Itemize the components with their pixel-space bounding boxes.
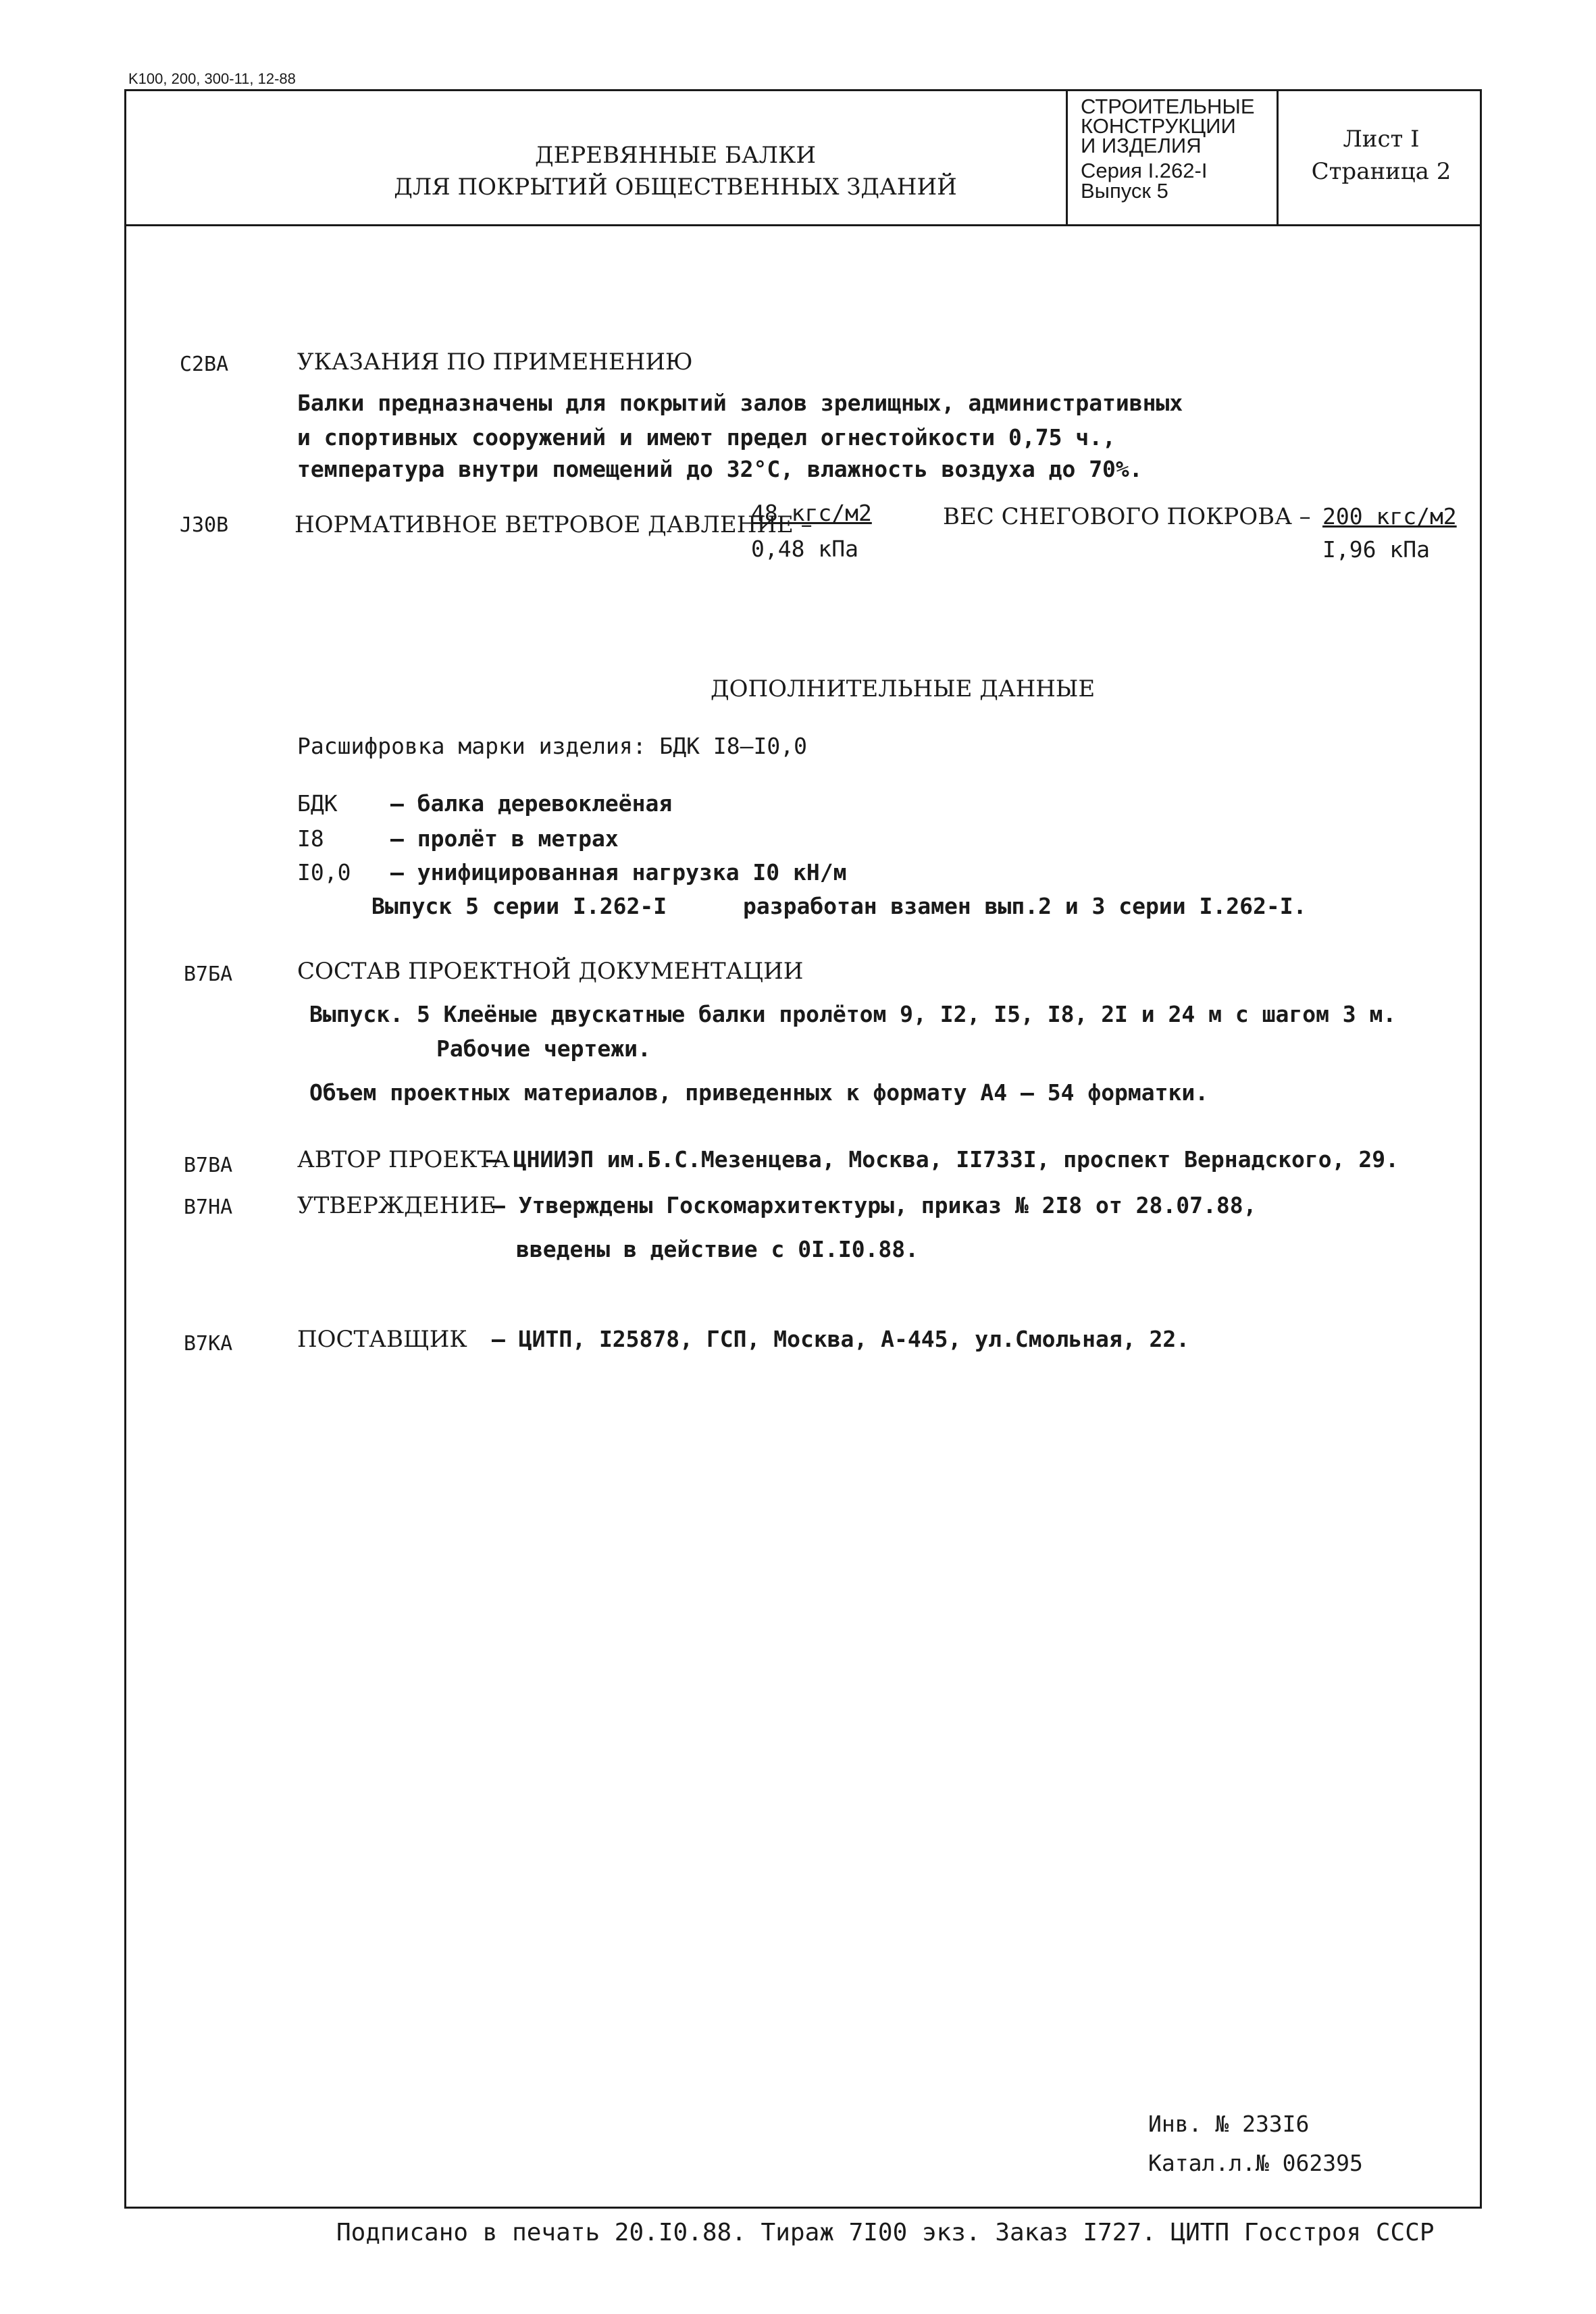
decode-desc-bdk: – балка деревоклеёная (390, 790, 673, 817)
print-info-footer: Подписано в печать 20.I0.88. Тираж 7I00 экз. Заказ I727. ЦИТП Госстроя СССР (336, 2219, 1435, 2246)
decode-key-load: I0,0 (297, 859, 351, 885)
document-code: K100, 200, 300-11, 12-88 (128, 70, 296, 87)
application-line-1: Балки предназначены для покрытий залов зрелищных, административных (297, 390, 1183, 416)
decode-key-span: I8 (297, 825, 324, 852)
code-application: С2ВА (180, 353, 229, 376)
decode-desc-load: – унифицированная нагрузка I0 кН/м (390, 859, 847, 885)
application-line-2: и спортивных сооружений и имеют предел огнестойкости 0,75 ч., (297, 424, 1116, 451)
document-title-line-2: ДЛЯ ПОКРЫТИЙ ОБЩЕСТВЕННЫХ ЗДАНИЙ (394, 174, 957, 201)
page-number: Страница 2 (1311, 158, 1451, 185)
series-block-line-3: И ИЗДЕЛИЯ (1081, 134, 1202, 157)
wind-pressure-label: НОРМАТИВНОЕ ВЕТРОВОЕ ДАВЛЕНИЕ – (294, 511, 813, 538)
composition-line-1: Выпуск. 5 Клеёные двускатные балки пролётом 9, I2, I5, I8, 2I и 24 м с шагом 3 м. (309, 1001, 1397, 1027)
series-block-line-5: Выпуск 5 (1081, 179, 1168, 203)
catalog-number: Катал.л.№ 062395 (1148, 2150, 1363, 2176)
approval-label: УТВЕРЖДЕНИЕ (297, 1192, 496, 1219)
header-column-divider-1 (1066, 89, 1068, 224)
supplier-text: – ЦИТП, I25878, ГСП, Москва, А-445, ул.Смольная, 22. (492, 1326, 1190, 1352)
composition-line-2: Рабочие чертежи. (436, 1035, 651, 1062)
code-supplier: В7КА (184, 1332, 233, 1356)
application-line-3: температура внутри помещений до 32°С, влажность воздуха до 70%. (297, 456, 1143, 482)
series-block-line-4: Серия I.262-I (1081, 159, 1208, 182)
code-author: В7ВА (184, 1154, 233, 1177)
code-approval: В7НА (184, 1195, 233, 1219)
decode-line: Расшифровка марки изделия: БДК I8–I0,0 (297, 733, 807, 759)
document-title-line-1: ДЕРЕВЯННЫЕ БАЛКИ (534, 142, 817, 169)
author-label: АВТОР ПРОЕКТА (297, 1146, 510, 1173)
code-composition: В7БА (184, 962, 233, 986)
wind-pressure-value-kpa: 0,48 кПа (751, 536, 858, 562)
author-text: – ЦНИИЭП им.Б.С.Мезенцева, Москва, II733I, проспект Вернадского, 29. (486, 1146, 1399, 1173)
inventory-number: Инв. № 233I6 (1148, 2111, 1310, 2137)
replacement-note-a: Выпуск 5 серии I.262-I (371, 893, 667, 919)
snow-load-value-kgf: 200 кгс/м2 (1322, 503, 1457, 530)
series-block-line-2: КОНСТРУКЦИИ (1081, 114, 1236, 138)
wind-pressure-value-kgf: 48 кгс/м2 (751, 500, 872, 526)
replacement-note-b: разработан взамен вып.2 и 3 серии I.262-I. (743, 893, 1307, 919)
supplier-label: ПОСТАВЩИК (297, 1326, 467, 1353)
extra-data-heading: ДОПОЛНИТЕЛЬНЫЕ ДАННЫЕ (711, 675, 1096, 702)
code-wind: J30В (180, 513, 229, 537)
decode-key-bdk: БДК (297, 790, 338, 817)
composition-line-3: Объем проектных материалов, приведенных к формату А4 – 54 форматки. (309, 1079, 1209, 1106)
series-block-line-1: СТРОИТЕЛЬНЫЕ (1081, 95, 1255, 118)
snow-load-value-kpa: I,96 кПа (1322, 536, 1430, 563)
decode-desc-span: – пролёт в метрах (390, 825, 619, 852)
snow-load-label: ВЕС СНЕГОВОГО ПОКРОВА – (943, 503, 1311, 530)
composition-heading: СОСТАВ ПРОЕКТНОЙ ДОКУМЕНТАЦИИ (297, 958, 804, 985)
sheet-number: Лист I (1343, 126, 1420, 153)
approval-line-1: – Утверждены Госкомархитектуры, приказ № 2I8 от 28.07.88, (492, 1192, 1257, 1218)
header-column-divider-2 (1277, 89, 1279, 224)
approval-line-2: введены в действие с 0I.I0.88. (516, 1236, 919, 1262)
application-heading: УКАЗАНИЯ ПО ПРИМЕНЕНИЮ (297, 349, 693, 376)
header-divider (124, 224, 1482, 226)
